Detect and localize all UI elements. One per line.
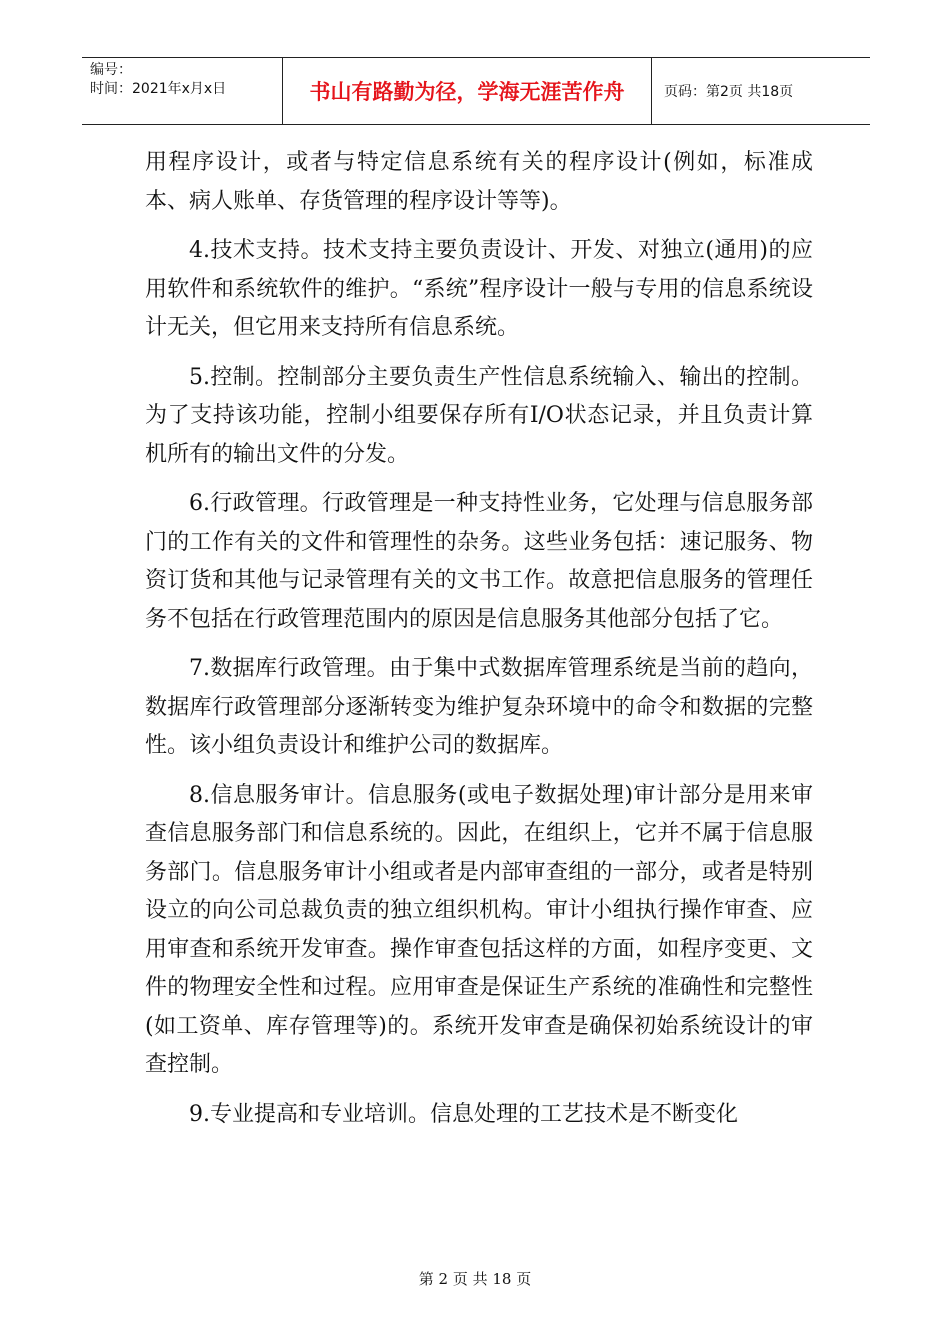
header-meta (82, 58, 282, 124)
page-header (82, 57, 870, 125)
paragraph-database-administration: 7.数据库行政管理。由于集中式数据库管理系统是当前的趋向，数据库行政管理部分逐渐转变为维护复杂环境中的命令和数据的完整性。该小组负责设计和维护公司的数据库。 (145, 656, 813, 758)
paragraph-information-audit: 8.信息服务审计。信息服务(或电子数据处理)审计部分是用来审查信息服务部门和信息系统的。因此，在组织上，它并不属于信息服务部门。信息服务审计小组或者是内部审查组的一部分，或者是特别设立的向公司总裁负责的独立组织机构。审计小组执行操作审查、应用审查和系统开发审查。操作审查包括这样的方面，如程序变更、文件的物理安全性和过程。应用审查是保证生产系统的准确性和完整性(如工资单、库存管理等)的。系统开发审查是确保初始系统设计的审查控制。 (145, 782, 813, 1077)
document-time-label: 时间：2021年x月x日 (90, 81, 227, 97)
paragraph-control: 5.控制。控制部分主要负责生产性信息系统输入、输出的控制。为了支持该功能，控制小组要保存所有I/O状态记录，并且负责计算机所有的输出文件的分发。 (145, 364, 813, 467)
document-number-label: 编号： (90, 62, 132, 78)
paragraph-continued: 用程序设计，或者与特定信息系统有关的程序设计(例如，标准成本、病人账单、存货管理的程序设计等等)。 (145, 150, 813, 214)
header-page-info: 页码：第2页 共18页 (664, 84, 794, 100)
document-body (145, 144, 813, 1145)
page-footer: 第 2 页 共 18 页 (418, 1270, 532, 1288)
header-motto: 书山有路勤为径，学海无涯苦作舟 (282, 58, 652, 124)
paragraph-technical-support: 4.技术支持。技术支持主要负责设计、开发、对独立(通用)的应用软件和系统软件的维护。“系统”程序设计一般与专用的信息系统设计无关，但它用来支持所有信息系统。 (145, 238, 813, 340)
paragraph-professional-training: 9.专业提高和专业培训。信息处理的工艺技术是不断变化 (189, 1101, 738, 1127)
paragraph-administration: 6.行政管理。行政管理是一种支持性业务，它处理与信息服务部门的工作有关的文件和管理性的杂务。这些业务包括：速记服务、物资订货和其他与记录管理有关的文书工作。故意把信息服务的管理任务不包括在行政管理范围内的原因是信息服务其他部分包括了它。 (145, 491, 813, 632)
